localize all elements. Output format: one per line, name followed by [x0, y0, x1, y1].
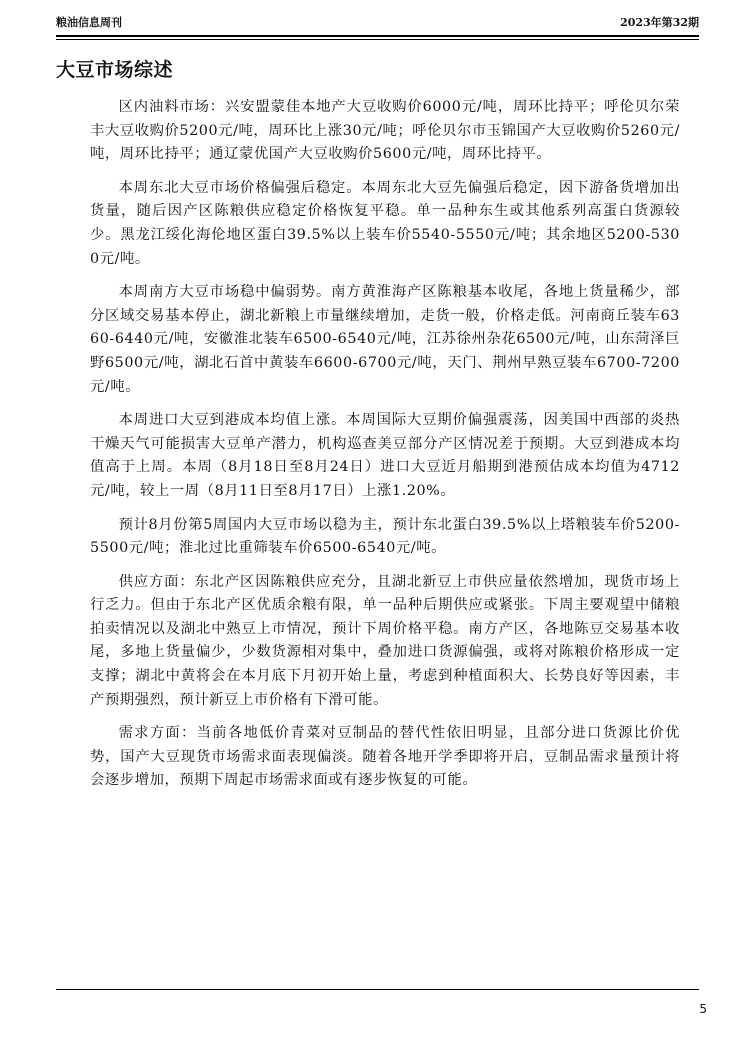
paragraph-local-oilseed-market: 区内油料市场：兴安盟蒙佳本地产大豆收购价6000元/吨，周环比持平；呼伦贝尔荣丰大豆收购价5200元/吨，周环比上涨30元/吨；呼伦贝尔市玉锦国产大豆收购价5260元/吨，周环比持平；通辽蒙优国产大豆收购价5600元/吨，周环比持平。	[90, 99, 680, 163]
paragraph-supply: 供应方面：东北产区因陈粮供应充分，且湖北新豆上市供应量依然增加，现货市场上行乏力。但由于东北产区优质余粮有限，单一品种后期供应或紧张。下周主要观望中储粮拍卖情况以及湖北中熟豆上市情况，预计下周价格平稳。南方产区，各地陈豆交易基本收尾，多地上货量偏少，少数货源相对集中，叠加进口货源偏强，或将对陈粮价格形成一定支撑；湖北中黄将会在本月底下月初开始上量，考虑到种植面积大、长势良好等因素，丰产预期强烈，预计新豆上市价格有下滑可能。	[90, 573, 680, 708]
footer-divider	[56, 989, 699, 990]
paragraph-northeast-soybean: 本周东北大豆市场价格偏强后稳定。本周东北大豆先偏强后稳定，因下游备货增加出货量，随后因产区陈粮供应稳定价格恢复平稳。单一品种东生或其他系列高蛋白货源较少。黑龙江绥化海伦地区蛋白39.5%以上装车价5540-5550元/吨；其余地区5200-5300元/吨。	[90, 179, 680, 267]
header-divider-thick	[56, 35, 699, 37]
paragraph-forecast: 预计8月份第5周国内大豆市场以稳为主，预计东北蛋白39.5%以上塔粮装车价5200-5500元/吨；淮北过比重筛装车价6500-6540元/吨。	[90, 516, 680, 557]
header-divider-thin	[56, 39, 699, 40]
page-number: 5	[699, 1002, 707, 1016]
article-body	[90, 96, 680, 803]
section-title: 大豆市场综述	[56, 59, 174, 81]
issue-number: 2023年第32期	[620, 16, 699, 29]
paragraph-imported-soybean: 本周进口大豆到港成本均值上涨。本周国际大豆期价偏强震荡，因美国中西部的炎热干燥天气可能损害大豆单产潜力，机构巡查美豆部分产区情况差于预期。大豆到港成本均值高于上周。本周（8月18日至8月24日）进口大豆近月船期到港预估成本均值为4712元/吨，较上一周（8月11日至8月17日）上涨1.20%。	[90, 412, 680, 499]
paragraph-southern-soybean: 本周南方大豆市场稳中偏弱势。南方黄淮海产区陈粮基本收尾，各地上货量稀少，部分区域交易基本停止，湖北新粮上市量继续增加，走货一般，价格走低。河南商丘装车6360-6440元/吨，安徽淮北装车6500-6540元/吨，江苏徐州杂花6500元/吨，山东菏泽巨野6500元/吨，湖北石首中黄装车6600-6700元/吨，天门、荆州早熟豆装车6700-7200元/吨。	[90, 284, 680, 395]
page-header	[56, 13, 699, 33]
publication-name: 粮油信息周刊	[56, 16, 122, 29]
paragraph-demand: 需求方面：当前各地低价青菜对豆制品的替代性依旧明显，且部分进口货源比价优势，国产大豆现货市场需求面表现偏淡。随着各地开学季即将开启，豆制品需求量预计将会逐步增加，预期下周起市场需求面或有逐步恢复的可能。	[90, 725, 680, 789]
